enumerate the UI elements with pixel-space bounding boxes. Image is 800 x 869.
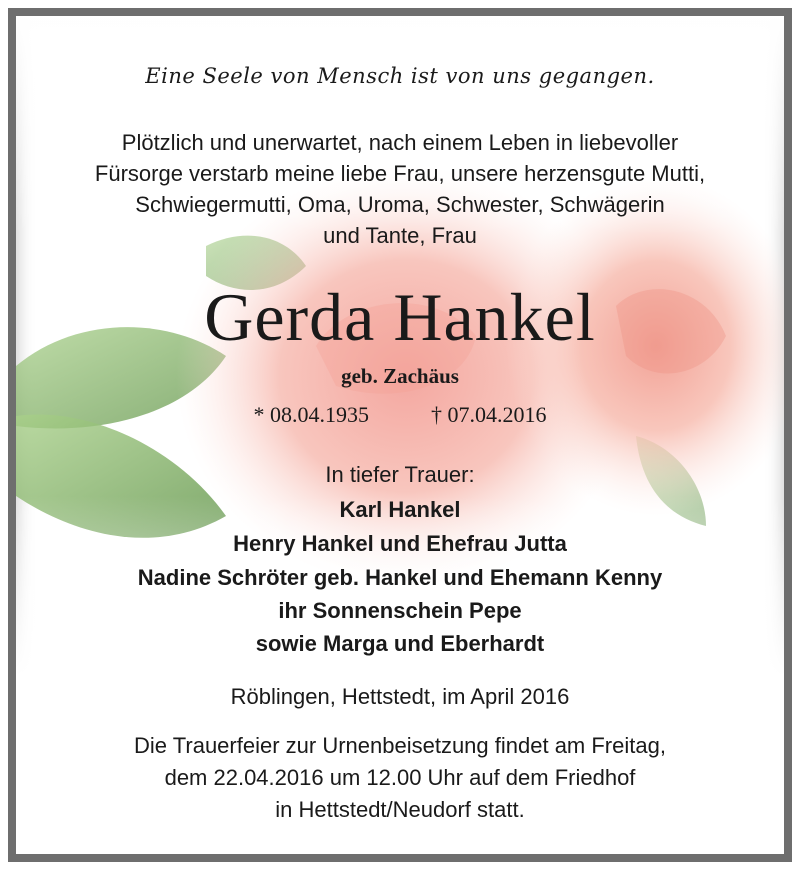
mourner: Henry Hankel und Ehefrau Jutta <box>233 531 567 556</box>
life-dates <box>16 402 784 428</box>
place-date: Röblingen, Hettstedt, im April 2016 <box>230 684 570 709</box>
mourner: ihr Sonnenschein Pepe <box>278 598 522 623</box>
intro-line: und Tante, Frau <box>323 223 477 248</box>
deceased-name: Gerda Hankel <box>204 279 596 355</box>
maiden-name: geb. Zachäus <box>341 364 459 388</box>
intro-line: Schwiegermutti, Oma, Uroma, Schwester, Schwägerin <box>135 192 665 217</box>
obituary-frame <box>8 8 792 862</box>
birth-date: * 08.04.1935 <box>253 402 369 427</box>
death-date: † 07.04.2016 <box>431 402 547 427</box>
mourning-heading: In tiefer Trauer: <box>325 462 475 487</box>
mourner: sowie Marga und Eberhardt <box>255 631 545 656</box>
service-line: Die Trauerfeier zur Urnenbeisetzung findet am Freitag, <box>134 733 666 758</box>
intro-line: Fürsorge verstarb meine liebe Frau, unsere herzensgute Mutti, <box>94 161 706 186</box>
intro-line: Plötzlich und unerwartet, nach einem Leben in liebevoller <box>121 130 679 155</box>
service-line: in Hettstedt/Neudorf statt. <box>275 797 525 822</box>
motto: Eine Seele von Mensch ist von uns gegangen. <box>145 64 655 88</box>
mourner: Nadine Schröter geb. Hankel und Ehemann Kenny <box>137 565 663 590</box>
service-line: dem 22.04.2016 um 12.00 Uhr auf dem Friedhof <box>164 765 636 790</box>
mourner: Karl Hankel <box>339 497 461 522</box>
